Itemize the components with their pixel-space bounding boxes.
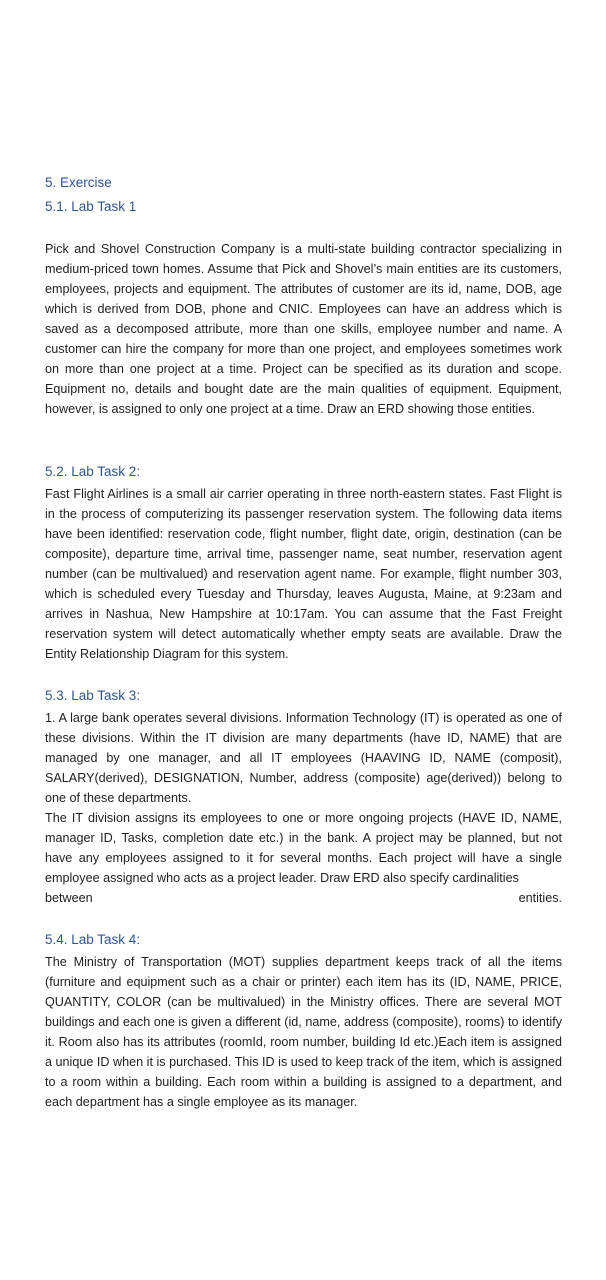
task1-heading: 5.1. Lab Task 1 <box>45 199 137 214</box>
task2-heading: 5.2. Lab Task 2: <box>45 464 141 479</box>
task2-body <box>45 484 562 664</box>
task3-heading: 5.3. Lab Task 3: <box>45 688 141 703</box>
task4-paragraph: The Ministry of Transportation (MOT) supplies department keeps track of all the items (furniture and equipment such as a chair or printer) each item has its (ID, NAME, PRICE, QUANTITY, COLOR (can be multivalued) in the Ministry offices. There are several MOT buildings and each one is given a different (id, name, address (composite), rooms) to identify it. Room also has its attributes (roomId, room number, building Id etc.)Each item is assigned a unique ID when it is purchased. This ID is used to keep track of the item, which is assigned to a room within a building. Each room within a building is assigned to a department, and each department has a single employee as its manager. <box>45 955 562 1109</box>
task4-heading: 5.4. Lab Task 4: <box>45 932 141 947</box>
task1-paragraph: Pick and Shovel Construction Company is a multi-state building contractor specializing in medium-priced town homes. Assume that Pick and Shovel’s main entities are its customers, employees, projects and equipment. The attributes of customer are its id, name, DOB, age which is derived from DOB, phone and CNIC. Employees can have an address which is saved as a decomposed attribute, more than one skills, employee number and name. A customer can hire the company for more than one project, and employees sometimes work on more than one project at a time. Project can be specified as its duration and scope. Equipment no, details and bought date are the main qualities of equipment. Equipment, however, is assigned to only one project at a time. Draw an ERD showing those entities. <box>45 242 562 416</box>
task3-paragraph-1: 1. A large bank operates several divisions. Information Technology (IT) is operated as one of these divisions. Within the IT division are many departments (have ID, NAME) that are managed by one manager, and all IT employees (HAAVING ID, NAME (composit), SALARY(derived), DESIGNATION, Number, address (composite) age(derived)) belong to one of these departments. <box>45 711 562 805</box>
task3-paragraph-2: The IT division assigns its employees to one or more ongoing projects (HAVE ID, NAME, manager ID, Tasks, completion date etc.) in the bank. A project may be planned, but not have any employees assigned to it for several months. Each project will have a single employee assigned who acts as a project leader. Draw ERD also specify cardinalities <box>45 811 562 885</box>
task2-paragraph: Fast Flight Airlines is a small air carrier operating in three north-eastern states. Fast Flight is in the process of computerizing its passenger reservation system. The following data items have been identified: reservation code, flight number, flight date, origin, destination (can be composite), departure time, arrival time, passenger name, seat number, reservation agent number (can be multivalued) and reservation agent name. For example, flight number 303, which is scheduled every Tuesday and Thursday, leaves Augusta, Maine, at 9:23am and arrives in Nashua, New Hampshire at 10:17am. You can assume that the Fast Freight reservation system will detect automatically whether empty seats are available. Draw the Entity Relationship Diagram for this system. <box>45 487 562 661</box>
task3-last-word-left: between <box>45 891 93 905</box>
section-title: 5. Exercise <box>45 175 112 190</box>
task3-last-word-right: entities. <box>518 891 562 905</box>
task4-body <box>45 952 562 1112</box>
task3-last-line <box>45 888 562 908</box>
task1-body <box>45 239 562 419</box>
task3-body <box>45 708 562 908</box>
